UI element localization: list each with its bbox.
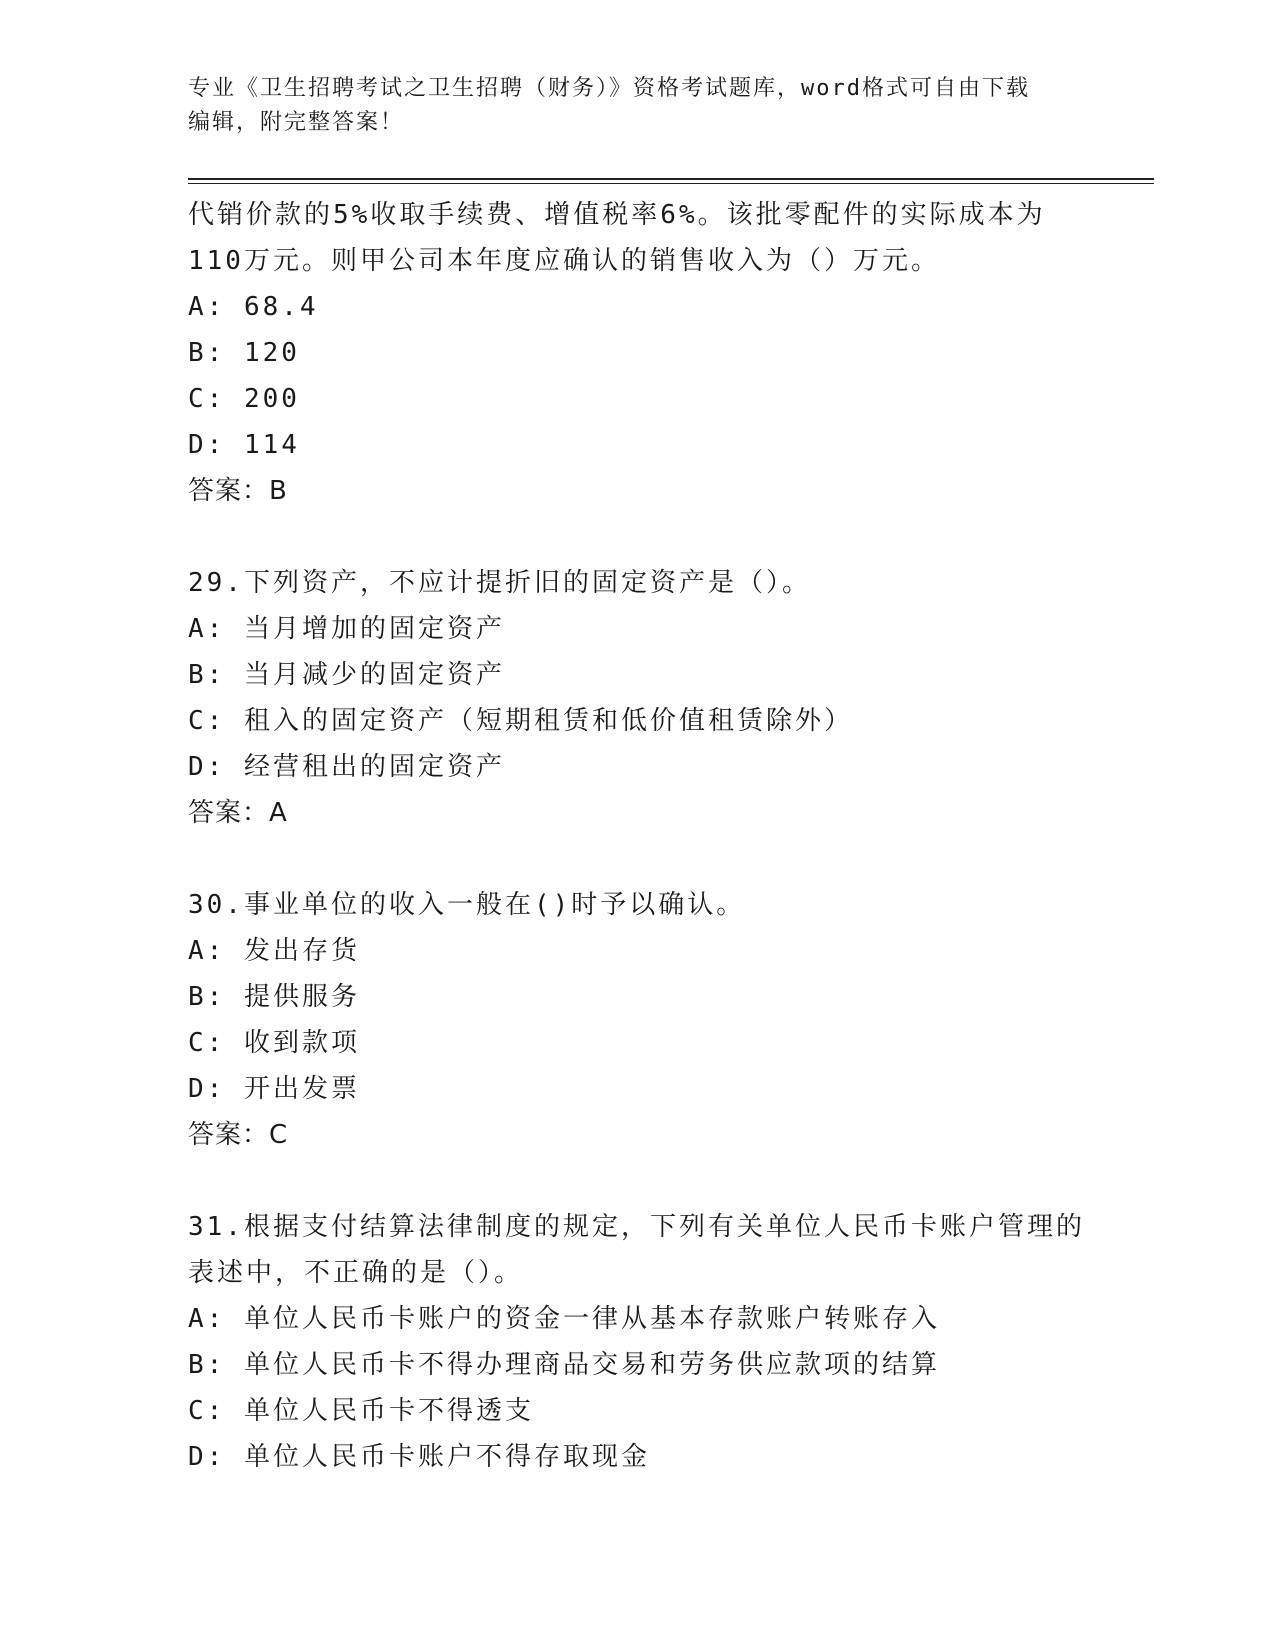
answer: 答案：A	[188, 798, 288, 828]
question-text: 31.根据支付结算法律制度的规定，下列有关单位人民币卡账户管理的	[188, 1212, 1085, 1242]
option-b: B: 提供服务	[188, 982, 360, 1012]
question-list	[188, 192, 1148, 1480]
answer: 答案：B	[188, 476, 288, 506]
option-c: C: 单位人民币卡不得透支	[188, 1396, 534, 1426]
header-rule-thick	[188, 178, 1154, 180]
header-line-2: 编辑，附完整答案！	[188, 110, 405, 135]
question-text: 110万元。则甲公司本年度应确认的销售收入为（）万元。	[188, 246, 940, 276]
option-a: A: 单位人民币卡账户的资金一律从基本存款账户转账存入	[188, 1304, 940, 1334]
answer: 答案：C	[188, 1120, 289, 1150]
option-d: D: 开出发票	[188, 1074, 360, 1104]
question-text: 代销价款的5%收取手续费、增值税率6%。该批零配件的实际成本为	[188, 200, 1046, 230]
option-c: C: 租入的固定资产（短期租赁和低价值租赁除外）	[188, 706, 853, 736]
option-b: B: 当月减少的固定资产	[188, 660, 505, 690]
header-line-1: 专业《卫生招聘考试之卫生招聘（财务）》资格考试题库，word格式可自由下载	[188, 76, 1030, 101]
question-text: 30.事业单位的收入一般在()时予以确认。	[188, 890, 746, 920]
option-b: B: 120	[188, 338, 300, 368]
spacer	[188, 514, 1148, 560]
option-d: D: 经营租出的固定资产	[188, 752, 505, 782]
option-a: A: 发出存货	[188, 936, 360, 966]
option-c: C: 收到款项	[188, 1028, 360, 1058]
question-31	[188, 1204, 1148, 1480]
question-text: 29.下列资产，不应计提折旧的固定资产是（）。	[188, 568, 811, 598]
option-c: C: 200	[188, 384, 300, 414]
question-29	[188, 560, 1148, 836]
spacer	[188, 836, 1148, 882]
option-d: D: 单位人民币卡账户不得存取现金	[188, 1442, 650, 1472]
option-b: B: 单位人民币卡不得办理商品交易和劳务供应款项的结算	[188, 1350, 940, 1380]
document-header	[188, 72, 1088, 140]
option-d: D: 114	[188, 430, 300, 460]
option-a: A: 当月增加的固定资产	[188, 614, 505, 644]
question-28-continued	[188, 192, 1148, 514]
question-30	[188, 882, 1148, 1158]
spacer	[188, 1158, 1148, 1204]
option-a: A: 68.4	[188, 292, 319, 322]
header-rule-thin	[188, 183, 1154, 184]
question-text: 表述中，不正确的是（）。	[188, 1258, 524, 1288]
